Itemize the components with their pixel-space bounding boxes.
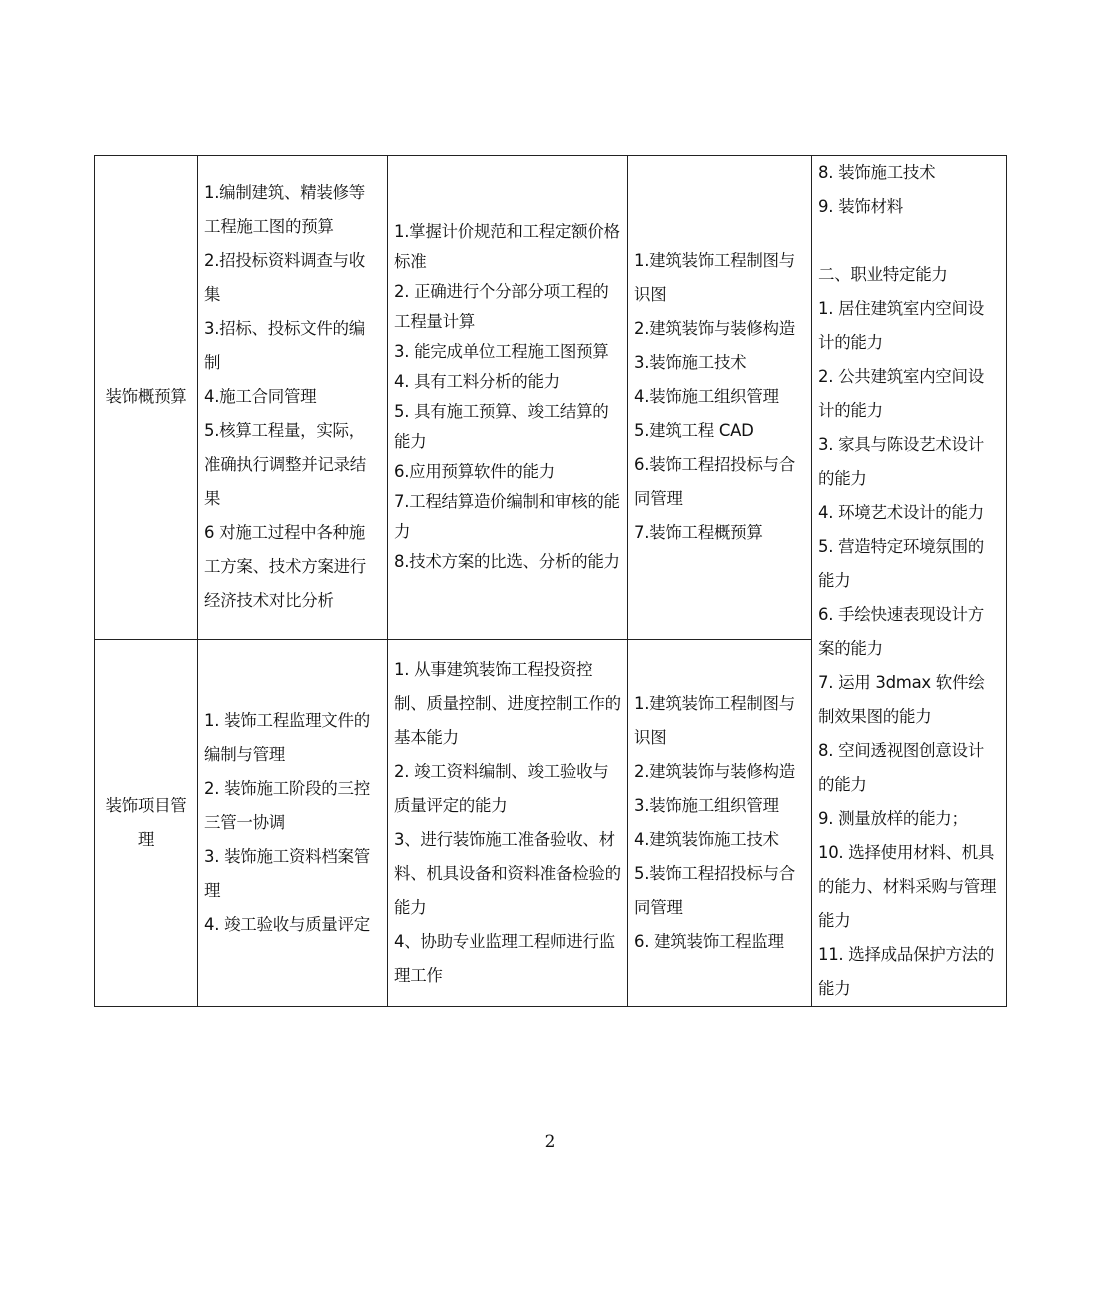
list-item: 8.技术方案的比选、分析的能力 [394, 552, 620, 572]
list-item: 4.装饰施工组织管理 [634, 387, 779, 407]
list-item: 3、进行装饰施工准备验收、材料、机具设备和资料准备检验的能力 [394, 829, 621, 917]
list-item: 2.建筑装饰与装修构造 [634, 761, 795, 781]
list-item: 3.招标、投标文件的编制 [204, 319, 365, 373]
professional-abilities-cell [812, 156, 1007, 1007]
list-item: 8. 空间透视图创意设计的能力 [818, 741, 984, 794]
work-tasks-cell [198, 639, 388, 1006]
list-item: 8. 装饰施工技术 [818, 163, 936, 182]
abilities-cell [388, 639, 628, 1006]
list-item: 4.施工合同管理 [204, 387, 317, 407]
list-item: 9. 装饰材料 [818, 197, 903, 216]
list-item: 2.招投标资料调查与收集 [204, 251, 365, 305]
spacer [818, 224, 1000, 258]
list-item: 3.装饰施工组织管理 [634, 795, 779, 815]
list-item: 1.编制建筑、精装修等工程施工图的预算 [204, 183, 365, 237]
list-item: 5. 具有施工预算、竣工结算的能力 [394, 402, 609, 452]
list-item: 3. 家具与陈设艺术设计的能力 [818, 435, 984, 488]
page-number: 2 [544, 1132, 556, 1152]
list-item: 9. 测量放样的能力； [818, 809, 968, 828]
abilities-cell [388, 156, 628, 640]
section-title: 二、职业特定能力 [818, 265, 948, 284]
list-item: 2.建筑装饰与装修构造 [634, 319, 795, 339]
list-item: 3. 能完成单位工程施工图预算 [394, 342, 609, 362]
supporting-courses-cell [628, 156, 812, 640]
list-item: 5.建筑工程 CAD [634, 421, 754, 441]
table-row [95, 156, 1007, 640]
course-name-cell: 装饰项目管理 [95, 639, 198, 1006]
list-item: 11. 选择成品保护方法的能力 [818, 945, 995, 998]
course-name-cell: 装饰概预算 [95, 156, 198, 640]
list-item: 2. 公共建筑室内空间设计的能力 [818, 367, 984, 420]
list-item: 4.建筑装饰施工技术 [634, 829, 779, 849]
list-item: 1.建筑装饰工程制图与识图 [634, 251, 795, 305]
list-item: 2. 装饰施工阶段的三控三管一协调 [204, 778, 370, 832]
list-item: 7. 运用 3dmax 软件绘制效果图的能力 [818, 673, 985, 726]
list-item: 1.掌握计价规范和工程定额价格标准 [394, 222, 620, 272]
work-tasks-cell [198, 156, 388, 640]
list-item: 2. 正确进行个分部分项工程的工程量计算 [394, 282, 609, 332]
list-item: 4、协助专业监理工程师进行监理工作 [394, 931, 615, 985]
list-item: 6 对施工过程中各种施工方案、技术方案进行经济技术对比分析 [204, 523, 367, 611]
list-item: 10. 选择使用材料、机具的能力、材料采购与管理能力 [818, 843, 997, 930]
list-item: 5.装饰工程招投标与合同管理 [634, 863, 795, 917]
list-item: 1. 从事建筑装饰工程投资控制、质量控制、进度控制工作的基本能力 [394, 659, 621, 747]
list-item: 6.装饰工程招投标与合同管理 [634, 455, 795, 509]
list-item: 6. 手绘快速表现设计方案的能力 [818, 605, 984, 658]
list-item: 3.装饰施工技术 [634, 353, 747, 373]
list-item: 7.装饰工程概预算 [634, 523, 763, 543]
curriculum-table [94, 155, 1007, 1007]
list-item: 5.核算工程量，实际，准确执行调整并记录结果 [204, 421, 367, 509]
list-item: 6. 建筑装饰工程监理 [634, 931, 784, 951]
list-item: 6.应用预算软件的能力 [394, 462, 555, 482]
list-item: 3. 装饰施工资料档案管理 [204, 846, 370, 900]
list-item: 5. 营造特定环境氛围的能力 [818, 537, 984, 590]
list-item: 1.建筑装饰工程制图与识图 [634, 693, 795, 747]
supporting-courses-cell [628, 639, 812, 1006]
list-item: 4. 具有工料分析的能力 [394, 372, 560, 392]
list-item: 2. 竣工资料编制、竣工验收与质量评定的能力 [394, 761, 609, 815]
list-item: 4. 环境艺术设计的能力 [818, 503, 984, 522]
list-item: 7.工程结算造价编制和审核的能力 [394, 492, 620, 542]
list-item: 1. 装饰工程监理文件的编制与管理 [204, 710, 370, 764]
list-item: 1. 居住建筑室内空间设计的能力 [818, 299, 984, 352]
list-item: 4. 竣工验收与质量评定 [204, 914, 370, 934]
